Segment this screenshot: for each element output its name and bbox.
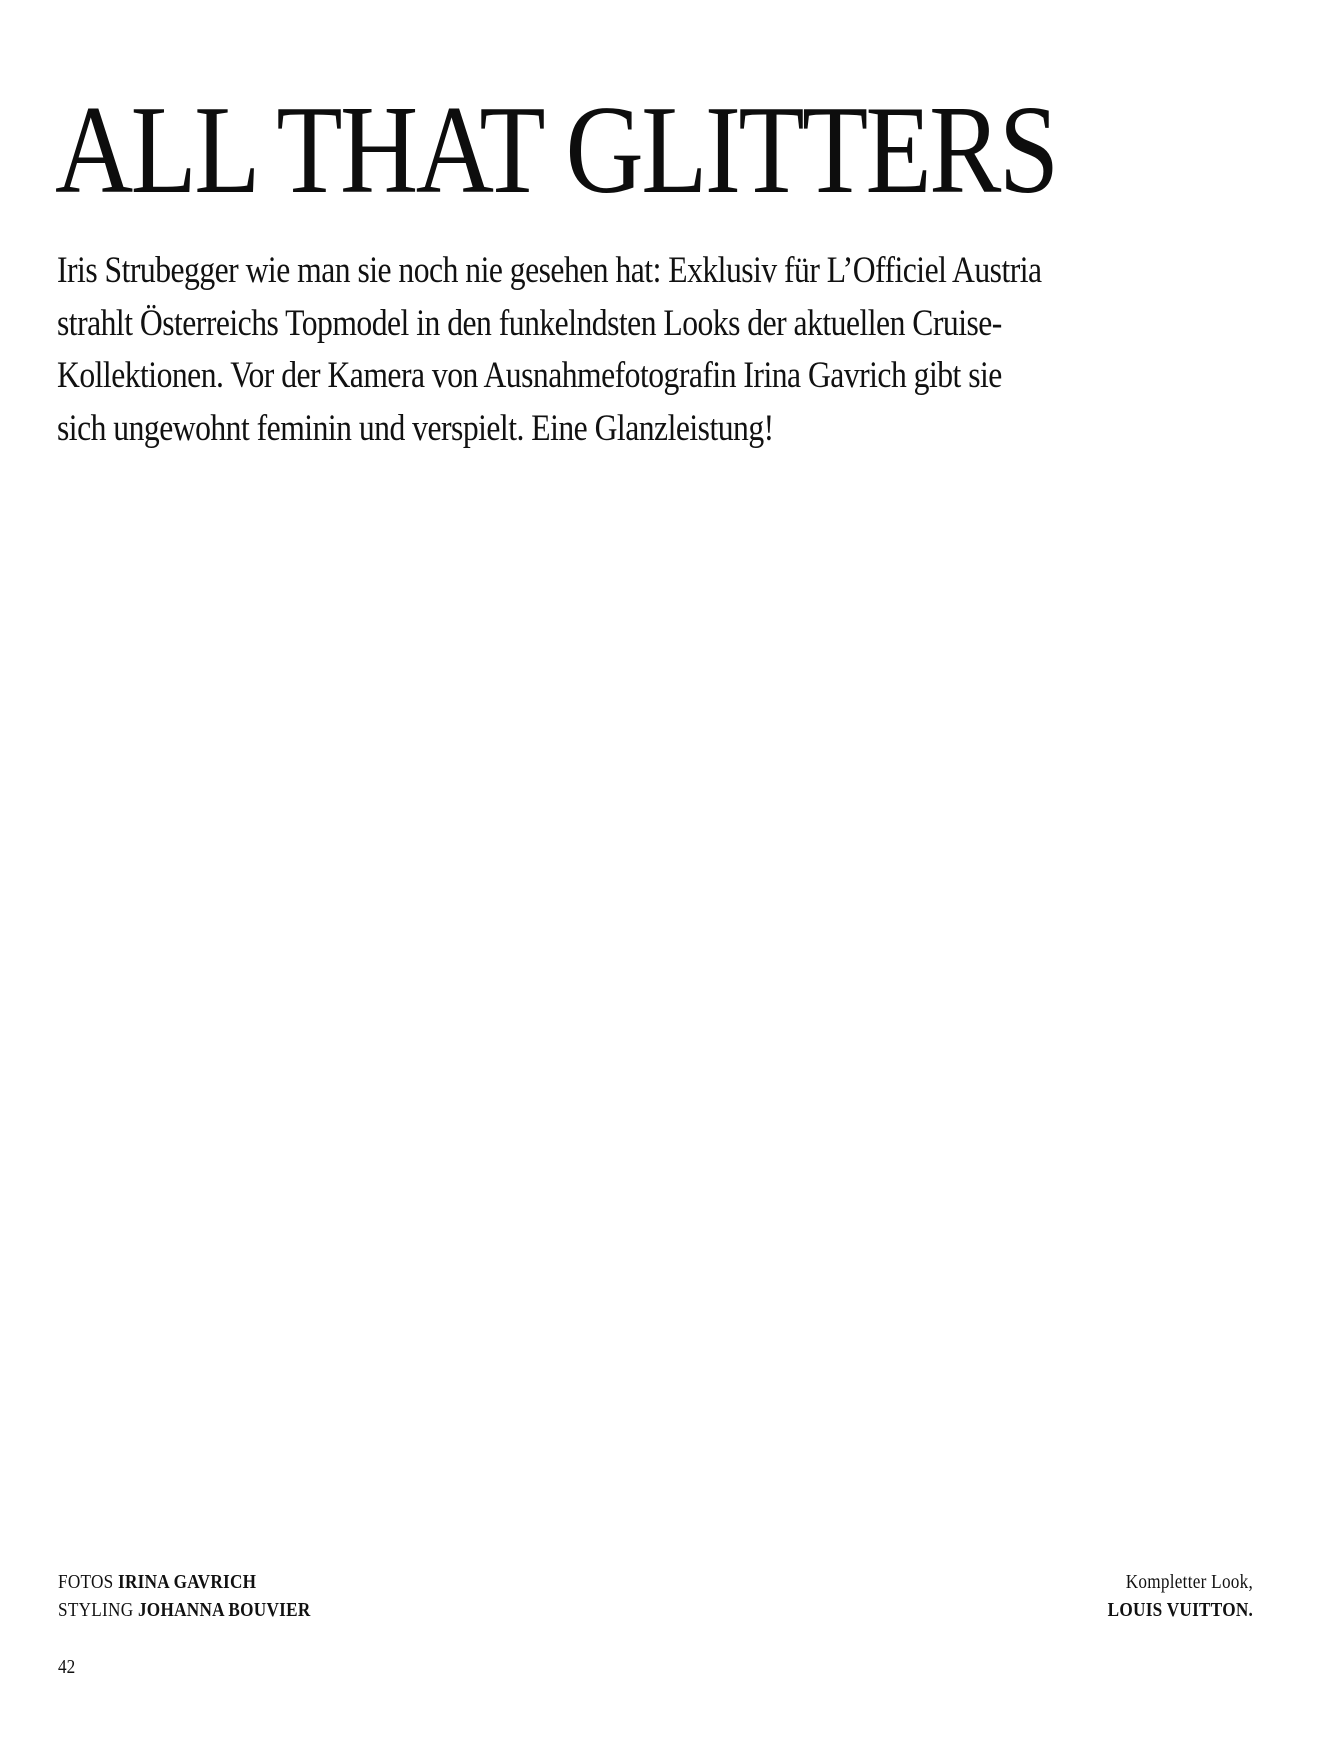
photo-credits	[58, 1568, 311, 1624]
stylist-name: JOHANNA BOUVIER	[137, 1599, 311, 1621]
article-headline: ALL THAT GLITTERS	[55, 81, 1057, 220]
caption-brand: LOUIS VUITTON.	[1107, 1599, 1253, 1621]
caption-text: Kompletter Look,	[1125, 1571, 1253, 1593]
lede-line: Kollektionen. Vor der Kamera von Ausnahmefotografin Irina Gavrich gibt sie	[57, 355, 1002, 396]
look-caption	[1108, 1568, 1253, 1624]
styling-label: STYLING	[58, 1599, 134, 1621]
page-number: 42	[58, 1656, 76, 1678]
lede-line: strahlt Österreichs Topmodel in den funkelndsten Looks der aktuellen Cruise-	[57, 302, 1002, 344]
lede-line: Iris Strubegger wie man sie noch nie gesehen hat: Exklusiv für L’Officiel Austria	[57, 250, 1042, 291]
article-lede	[57, 245, 1040, 455]
lede-line: sich ungewohnt feminin und verspielt. Eine Glanzleistung!	[57, 407, 774, 449]
photos-credit	[58, 1568, 311, 1596]
styling-credit	[58, 1596, 311, 1624]
photographer-name: IRINA GAVRICH	[118, 1571, 257, 1593]
photos-label: FOTOS	[58, 1571, 114, 1593]
